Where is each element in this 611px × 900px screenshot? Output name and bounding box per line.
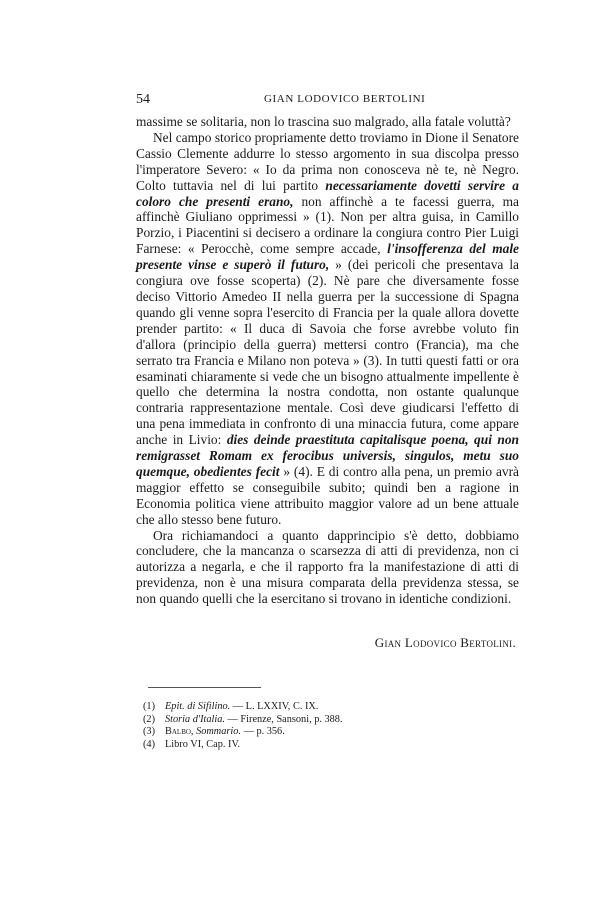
footnote-source: Storia d'Italia. — [165, 713, 225, 725]
footnote-source: Epit. di Sifilino. — [165, 701, 231, 712]
footnote-source: Sommario. — [196, 726, 241, 738]
footnote-detail: — L. LXXIV, C. IX. — [230, 701, 319, 712]
footnote-number: (2) — [143, 713, 156, 725]
paragraph-3 — [136, 528, 519, 608]
footnote — [143, 714, 513, 727]
paragraph-2-text-c: » (dei pericoli che presentava la congiura ove fosse scoperta) (2). Nè pare che diversamente fosse deciso Vittorio Amedeo II nella guerra per la successione di Spagna quando gli venne sopra l'esercito di Francia per la quale allora dovette prender partito: « Il duca di Savoia che forse avrebbe voluto fin d'allora (principio della guerra) mettersi contro (Francia), ma che serrato tra Francia e Milano non poteva » (3). In tutti questi fatti or ora esaminati chiaramente si vede che un bisogno attualmente impellente è quello che determina la nostra condotta, non ostante qualunque contraria rappresentazione mentale. Così deve giudicarsi l'effetto di una pena immediata in confronto di una minaccia futura, come appare anche in Livio: — [136, 257, 519, 448]
footnote-detail: — p. 356. — [241, 726, 285, 738]
footnote-number: (1) — [143, 701, 156, 712]
paragraph-1-text: massime se solitaria, non lo trascina suo malgrado, alla fatale voluttà? — [136, 114, 511, 129]
footnote-detail: Libro VI, Cap. IV. — [165, 738, 241, 750]
footnote-number: (3) — [143, 726, 156, 738]
body-text — [136, 114, 519, 607]
footnote — [143, 726, 513, 739]
paragraph-2-text-d: » (4). E di contro alla pena, un premio avrà maggior effetto se conseguibile subito; quindi ben a ragione in Economia politica viene attribuito maggior valore ad un bene attuale che allo stesso bene futuro. — [136, 463, 519, 527]
footnote-detail: — Firenze, Sansoni, p. 388. — [224, 713, 343, 725]
emphasis-quote-porzio: l'insofferenza del male presente vinse e superò il futuro, — [136, 241, 519, 273]
footnote-author: Balbo, — [165, 726, 197, 738]
paragraph-2-text-a: Nel campo storico propriamente detto troviamo in Dione il Senatore Cassio Clemente addurre lo stesso argomento in sua discolpa presso l'imperatore Severo: « Io da prima non conosceva nè te, nè Negro. Colto tuttavia nel di lui partito — [136, 129, 519, 193]
paragraph-2 — [136, 130, 519, 528]
footnote-number: (4) — [143, 738, 156, 750]
page-number: 54 — [136, 92, 150, 107]
footnote-rule — [148, 687, 261, 688]
running-head: GIAN LODOVICO BERTOLINI — [264, 93, 426, 105]
author-signature: Gian Lodovico Bertolini. — [374, 635, 516, 650]
page-header — [136, 92, 519, 108]
paragraph-2-text-b: non affinchè a te facessi guerra, ma affinchè Giuliano opprimessi » (1). Non per altra guisa, in Camillo Porzio, i Piacentini si decisero a ordinare la congiura contro Pier Luigi Farnese: « Perocchè, come sempre accade, — [136, 193, 519, 257]
footnote — [143, 701, 513, 714]
footnotes — [143, 701, 513, 751]
paragraph-1 — [136, 114, 519, 130]
footnote — [143, 739, 513, 752]
emphasis-quote-livio: dies deinde praestituta capitalisque poena, qui non remigrasset Romam ex ferocibus universis, singulos, metu suo quemque, obedientes fecit — [136, 432, 519, 479]
emphasis-quote-dione: necessariamente dovetti servire a coloro che presenti erano, — [136, 177, 519, 209]
paragraph-3-text: Ora richiamandoci a quanto dapprincipio s'è detto, dobbiamo concludere, che la mancanza o scarsezza di atti di previdenza, non ci autorizza a negarla, e che il rapporto fra la manifestazione di atti di previdenza, non è una misura comparata della previdenza stessa, se non quando quelli che la esercitano si trovano in identiche condizioni. — [136, 527, 519, 607]
